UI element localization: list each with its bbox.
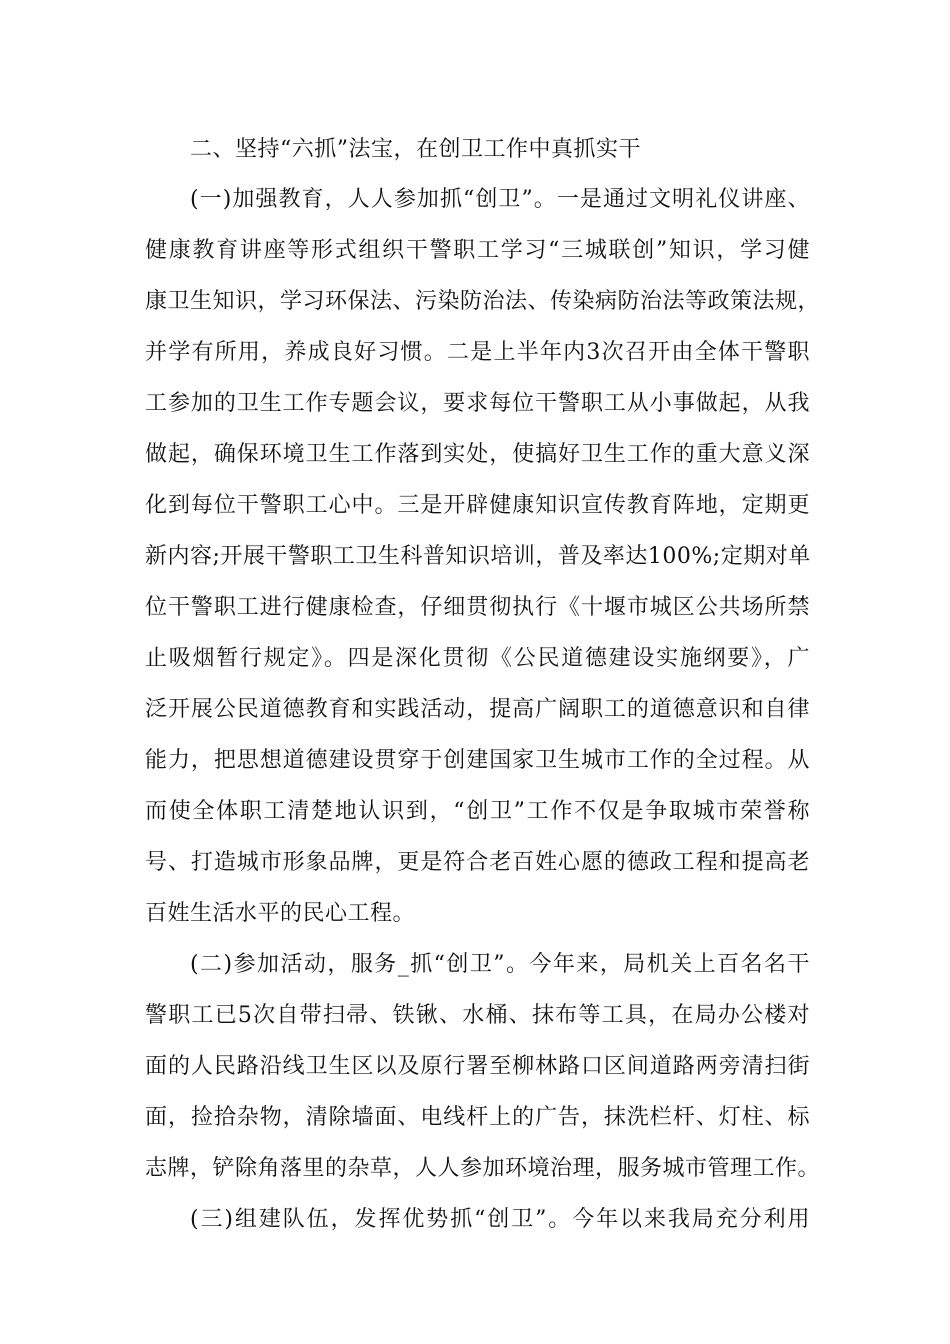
paragraph-1-line-7: 化到每位干警职工心中。三是开辟健康知识宣传教育阵地，定期更 <box>145 493 810 518</box>
paragraph-1-line-2: 健康教育讲座等形式组织干警职工学习“三城联创”知识，学习健 <box>145 238 810 263</box>
paragraph-1-line-4: 并学有所用，养成良好习惯。二是上半年内3次召开由全体干警职 <box>145 340 810 365</box>
paragraph-1-line-10: 止吸烟暂行规定》。四是深化贯彻《公民道德建设实施纲要》，广 <box>145 646 810 671</box>
paragraph-1-line-12: 能力，把思想道德建设贯穿于创建国家卫生城市工作的全过程。从 <box>145 748 810 773</box>
paragraph-3-line-1: (三)组建队伍，发挥优势抓“创卫”。今年以来我局充分利用 <box>190 1207 810 1232</box>
paragraph-1-line-13: 而使全体职工清楚地认识到，“创卫”工作不仅是争取城市荣誉称 <box>145 799 810 824</box>
paragraph-1-line-6: 做起，确保环境卫生工作落到实处，使搞好卫生工作的重大意义深 <box>145 442 810 467</box>
paragraph-2-line-5: 志牌，铲除角落里的杂草，人人参加环境治理，服务城市管理工作。 <box>145 1156 821 1181</box>
paragraph-2-line-3: 面的人民路沿线卫生区以及原行署至柳林路口区间道路两旁清扫街 <box>145 1054 810 1079</box>
paragraph-2-line-2: 警职工已5次自带扫帚、铁锹、水桶、抹布等工具，在局办公楼对 <box>145 1003 810 1028</box>
paragraph-1-line-3: 康卫生知识，学习环保法、污染防治法、传染病防治法等政策法规， <box>145 289 821 314</box>
paragraph-1-line-14: 号、打造城市形象品牌，更是符合老百姓心愿的德政工程和提高老 <box>145 850 810 875</box>
paragraph-1-line-5: 工参加的卫生工作专题会议，要求每位干警职工从小事做起，从我 <box>145 391 810 416</box>
paragraph-1-line-11: 泛开展公民道德教育和实践活动，提高广阔职工的道德意识和自律 <box>145 697 810 722</box>
paragraph-1-line-15: 百姓生活水平的民心工程。 <box>145 901 416 926</box>
paragraph-2-line-4: 面，捡拾杂物，清除墙面、电线杆上的广告，抹洗栏杆、灯柱、标 <box>145 1105 810 1130</box>
paragraph-1-line-9: 位干警职工进行健康检查，仔细贯彻执行《十堰市城区公共场所禁 <box>145 595 810 620</box>
paragraph-2-line-1: (二)参加活动，服务_抓“创卫”。今年来，局机关上百名名干 <box>190 952 810 977</box>
paragraph-1-line-8: 新内容;开展干警职工卫生科普知识培训，普及率达100%;定期对单 <box>145 544 811 569</box>
section-heading: 二、坚持“六抓”法宝，在创卫工作中真抓实干 <box>190 137 641 162</box>
paragraph-1-line-1: (一)加强教育，人人参加抓“创卫”。一是通过文明礼仪讲座、 <box>190 187 810 212</box>
